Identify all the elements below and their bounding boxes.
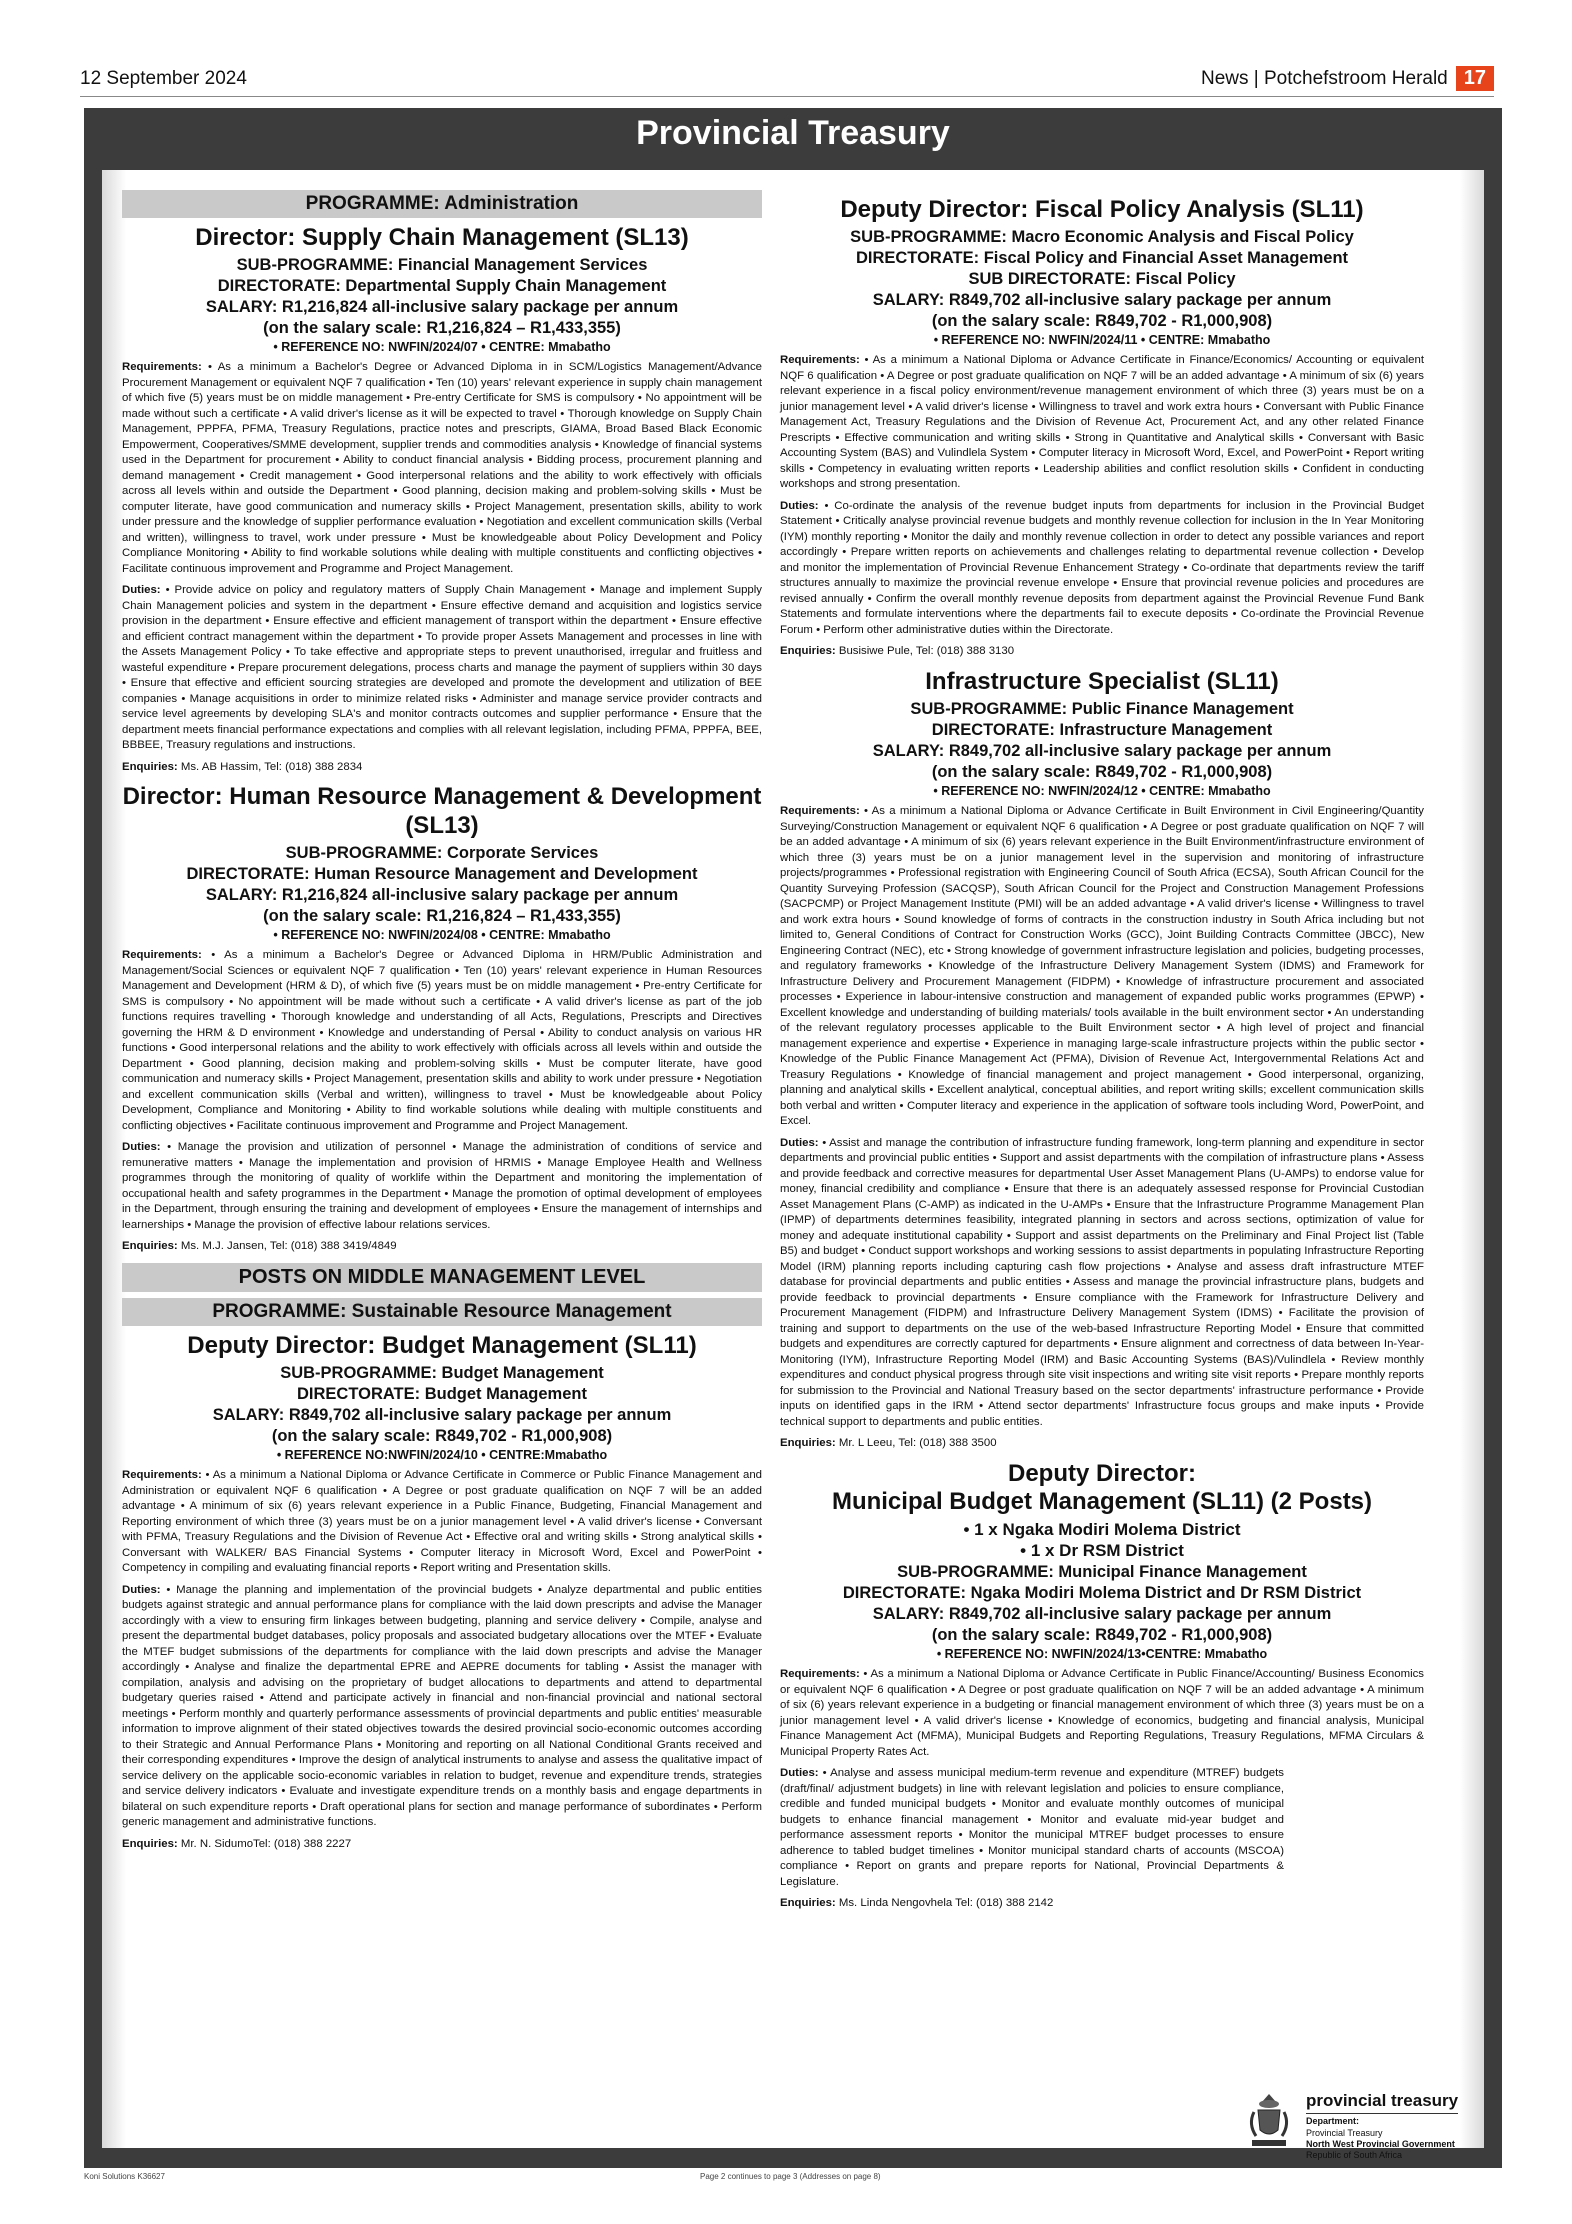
job-duties [122, 1583, 762, 1831]
job-salary: SALARY: R849,702 all-inclusive salary package per annum [872, 741, 1332, 760]
job-duties [780, 1766, 1284, 1890]
enquiries-label: Enquiries: [780, 645, 836, 658]
job-directorate: DIRECTORATE: Human Resource Management and Development [186, 864, 698, 883]
issue-date: 12 September 2024 [80, 68, 247, 89]
job-posting [780, 196, 1424, 660]
job-enquiries [122, 1837, 762, 1853]
enquiries-label: Enquiries: [122, 760, 178, 773]
job-title: Director: Human Resource Management & Development (SL13) [122, 783, 762, 840]
requirements-label: Requirements: [122, 949, 202, 962]
enquiries-label: Enquiries: [780, 1437, 836, 1450]
job-salary: SALARY: R1,216,824 all-inclusive salary package per annum [205, 886, 679, 905]
job-enquiries [780, 1896, 1424, 1912]
job-requirements [122, 1468, 762, 1577]
requirements-text: • As a minimum a National Diploma or Advance Certificate in Finance/Economics/ Accounting or equivalent NQF 6 qualification • A Degree or post graduate qualification on NQF 7 will be an added advantage • A minimum of six (6) years relevant experience in a fiscal policy environment/revenue management environment of which three (3) years must be on a junior management level • A valid driver's license • Willingness to travel and work extra hours • Conversant with Public Finance Management Act, Treasury Regulations and the Division of Revenue Act, Procurement Act, and any other related Finance Prescripts • Effective communication and writing skills • Strong in Quantitative and Analytical skills • Conversant with Basic Accounting System (BAS) and Vulindlela System • Computer literacy in Microsoft Word, Excel, and PowerPoint • Report writing skills • Competency in evaluating written reports • Leadership abilities and conflict resolution skills • Confident in conducting workshops and strong presentation. [780, 354, 1424, 491]
publication-name: News | Potchefstroom Herald [1201, 67, 1448, 89]
job-posting [122, 1332, 762, 1852]
enquiries-text: Ms. M.J. Jansen, Tel: (018) 388 3419/4849 [177, 1240, 397, 1253]
duties-text: • Manage the provision and utilization of personnel • Manage the administration of conditions of service and remunerative matters • Manage the implementation and provision of HRMIS • Manage Employee Health and Wellness programmes through the monitoring of quality of worklife within the Department and monitoring the implementation of occupational health and safety programmes in the Department • Manage the promotion of optimal development of employees in the Department, through ensuring the training and development of employees • Ensure the management of internships and learnerships • Manage the provision of effective labour relations services. [122, 1141, 762, 1231]
job-subprogramme: SUB-PROGRAMME: Corporate Services [285, 843, 599, 862]
requirements-text: • As a minimum a National Diploma or Advance Certificate in Public Finance/Accounting/ Business Economics or equivalent NQF 6 qualification • A Degree or post graduate qualification on NQF 7 will be an added advantage • A minimum of six (6) years relevant experience in a budgeting or financial management environment of which three (3) years must be on a junior management level • A valid driver's license • Knowledge of economics, budgeting and financial analysis, Municipal Finance Management Act (MFMA), Municipal Budgets and Reporting Regulations, Treasury Regulations, MFMA Circulars & Municipal Property Rates Act. [780, 1668, 1424, 1758]
job-enquiries [122, 760, 762, 776]
job-subprogramme: SUB-PROGRAMME: Budget Management [280, 1363, 604, 1382]
job-title: Infrastructure Specialist (SL11) [925, 667, 1279, 695]
job-requirements [780, 1667, 1424, 1760]
requirements-text: • As a minimum a Bachelor's Degree or Advanced Diploma in HRM/Public Administration and Management/Social Sciences or equivalent NQF 7 qualification • Ten (10) years' relevant experience in Human Resources Management and Development (HRM & D), of which five (5) years must be on middle management • Pre-entry Certificate for SMS is compulsory • No appointment will be made without such a certificate • A valid driver's license as part of the job functions requires travelling • Thorough knowledge and understanding of all Acts, Regulations, Prescripts and Directives governing the HRM & D environment • Knowledge and understanding of Persal • Ability to conduct analysis on various HR functions • Good interpersonal relations and the ability to work effectively with officials across all levels within and outside the Department • Good planning, decision making and problem-solving skills • Must be computer literate, have good communication and numeracy skills • Project Management, presentation skills and ability to work under pressure • Negotiation and excellent communication skills (Verbal and written), willingness to travel • Must be knowledgeable about Policy Development, Compliance and Monitoring • Ability to find workable solutions while dealing with multiple constituents and conflicting objectives • Facilitate continuous improvement and Programme and Project Management. [122, 949, 762, 1132]
section-bar-middle-management: POSTS ON MIDDLE MANAGEMENT LEVEL [122, 1263, 762, 1292]
job-posting [780, 1460, 1424, 1912]
job-requirements [780, 353, 1424, 493]
enquiries-text: Ms. Linda Nengovhela Tel: (018) 388 2142 [835, 1897, 1054, 1910]
duties-label: Duties: [122, 1141, 161, 1154]
enquiries-text: Mr. N. SidumoTel: (018) 388 2227 [177, 1837, 352, 1850]
logo-text [1306, 2090, 1458, 2160]
job-posting [122, 783, 762, 1255]
job-salary-scale: (on the salary scale: R849,702 - R1,000,908) [931, 1626, 1273, 1644]
job-subprogramme: SUB-PROGRAMME: Public Finance Management [910, 699, 1294, 718]
left-column [122, 190, 762, 1860]
job-directorate: DIRECTORATE: Departmental Supply Chain Management [217, 276, 667, 295]
requirements-label: Requirements: [780, 354, 860, 367]
job-subprogramme: SUB-PROGRAMME: Municipal Finance Management [897, 1562, 1307, 1581]
enquiries-text: Busisiwe Pule, Tel: (018) 388 3130 [835, 645, 1015, 658]
requirements-text: • As a minimum a National Diploma or Advance Certificate in Built Environment in Civil Engineering/Quantity Surveying/Construction Management or equivalent NQF 6 qualification • A Degree or post graduate qualification on NQF 7 will be an added advantage • A minimum of six (6) years relevant experience in the Built Environment/infrastructure environment of which three (3) years must be on a junior management level in the supervision and monitoring of infrastructure projects/programmes • Professional registration with Engineering Council of South Africa (ECSA), South African Council for the Quantity Surveying Profession (SACQSP), South African Council for the Project and Construction Management Professions (SACPCMP) or Project Management Institute (PMI) will be an added advantage • A valid driver's license • Willingness to travel and work extra hours • Sound knowledge of forms of contracts in the construction industry in South Africa including but not limited to, General Conditions of Contract for Construction Works (GCC), Joint Building Contracts Committee (JBCC), New Engineering Contract (NEC), etc • Strong knowledge of government infrastructure legislation and policies, budgeting processes, and regulatory frameworks • Knowledge of the Infrastructure Delivery Management System (IDMS) and Framework for Infrastructure Delivery and Procurement Management (FIDPM) • Knowledge of infrastructure procurement and associated processes • Experience in labour-intensive construction and management of expanded public works programmes (EPWP) • Excellent knowledge and understanding of building materials/ tools available in the built environment sector • An understanding of the relevant regulatory processes applicable to the Built Environment sector • A high level of project and financial management experience and expertise • Experience in managing large-scale infrastructure projects within the public sector • Knowledge of the Public Finance Management Act (PFMA), Division of Revenue Act, Intergovernmental Relations Act and Treasury Regulations • Knowledge of financial management and project management • Good interpersonal, organizing, planning and analytical skills • Excellent analytical, conceptual abilities, and report writing skills; excellent communication skills both verbal and written • Computer literacy and experience in the application of software tools including Word, PowerPoint, and Excel. [780, 805, 1424, 1128]
advert-frame [84, 108, 1502, 2168]
job-title-line: Deputy Director: [1007, 1459, 1197, 1487]
enquiries-label: Enquiries: [780, 1897, 836, 1910]
job-salary-scale: (on the salary scale: R849,702 - R1,000,908) [931, 312, 1273, 331]
job-subprogramme: SUB-PROGRAMME: Macro Economic Analysis and Fiscal Policy [850, 227, 1354, 246]
job-title-line: Municipal Budget Management (SL11) (2 Posts) [831, 1488, 1373, 1516]
job-duties [122, 1140, 762, 1233]
job-duties [780, 499, 1424, 639]
job-enquiries [780, 1436, 1424, 1452]
footer-note: Page 2 continues to page 3 (Addresses on page 8) [700, 2172, 881, 2181]
job-posting [122, 224, 762, 775]
duties-text: • Manage the planning and implementation of the provincial budgets • Analyze departmental and public entities budgets against strategic and annual performance plans for compliance with the laid down prescripts and advise the Manager accordingly with a view to ensuring firm linkages between budgeting, planning and service delivery • Compile, analyse and present the departmental budget databases, policy proposals and associated budgetary allocations over the MTEF • Evaluate the MTEF budget submissions of the departments for compliance with the laid down prescripts and advise the Manager accordingly • Analyse and finalize the departmental EPRE and AEPRE documents for tabling • Assist the manager with compilation, analysis and advising on the proprietary of budget allocations to departments and attend to departmental budgetary queries raised • Attend and participate actively in financial and non-financial provincial and national sectoral meetings • Perform monthly and quarterly performance assessments of provincial departments and public entities' measurable information to improve alignment of their stated objectives towards the desired provincial socio-economic outcomes according to their Strategic and Annual Performance Plans • Monitoring and reporting on all National Conditional Grants received and their corresponding expenditures • Improve the design of analytical instruments to analyse and assess the qualitative impact of service delivery on the applicable socio-economic variables in relation to budget, revenue and expenditure trends, strategies and service delivery indicators • Evaluate and investigate expenditure trends on a monthly basis and engage departments in bilateral on such expenditure reports • Draft operational plans for section and manage performance of subordinates • Perform generic management and administrative functions. [122, 1583, 762, 1828]
job-reference: • REFERENCE NO: NWFIN/2024/08 • CENTRE: Mmabatho [273, 928, 611, 943]
requirements-label: Requirements: [122, 361, 202, 374]
duties-text: • Provide advice on policy and regulatory matters of Supply Chain Management • Manage and implement Supply Chain Management policies and system in the department • Ensure effective demand and acquisition and logistics service provision in the department • Ensure effective and efficient management of transport within the department • Ensure effective and efficient contract management within the department • To provide proper Assets Management and processes in line with the Assets Management Policy • To take effective and appropriate steps to prevent unauthorised, irregular and fruitless and wasteful expenditure • Prepare procurement delegations, process charts and manage the payment of suppliers within 30 days • Ensure that effective and efficient sourcing strategies are developed and promote the development and utilization of BEE companies • Manage acquisitions in order to minimize related risks • Administer and manage service provider contracts and service level agreements by developing SLA's and monitor contracts outcomes and supplier performance • Ensure that the department meets financial performance expectations and complies with all relevant legislation, including PFMA, PPPFA, BEE, BBBEE, Treasury regulations and instructions. [122, 584, 762, 752]
job-salary: SALARY: R1,216,824 all-inclusive salary package per annum [205, 298, 679, 317]
programme-bar: PROGRAMME: Administration [122, 190, 762, 218]
header-rule [80, 96, 1494, 97]
requirements-label: Requirements: [780, 805, 860, 818]
duties-label: Duties: [122, 1583, 161, 1596]
duties-text: • Co-ordinate the analysis of the revenue budget inputs from departments for inclusion in the Provincial Budget Statement • Critically analyse provincial revenue budgets and monthly revenue collection for inclusion in the In Year Monitoring (IYM) monthly reporting • Monitor the daily and monthly revenue collection in order to detect any possible variances and report accordingly • Prepare written reports on achievements and challenges relating to departmental revenue collection • Develop and monitor the implementation of Provincial Revenue Enhancement Strategy • Co-ordinate that departments review the tariff structures annually to maximize the provincial revenue envelope • Ensure that provincial revenue policies and procedures are revised annually • Confirm the overall monthly revenue deposits from department against the Provincial Revenue Fund Bank Statements and formulate interventions where the departments fail to execute deposits • Co-ordinate the Provincial Revenue Forum • Perform other administrative duties within the Directorate. [780, 499, 1424, 636]
logo-dept-label: Department: [1306, 2116, 1360, 2127]
coat-of-arms-icon [1240, 2090, 1298, 2152]
duties-label: Duties: [780, 1767, 819, 1780]
job-subprogramme: SUB-PROGRAMME: Financial Management Services [236, 255, 648, 274]
job-duties [780, 1136, 1424, 1431]
job-title [780, 1460, 1424, 1518]
job-title: Deputy Director: Fiscal Policy Analysis (SL11) [840, 196, 1364, 223]
job-reference: • REFERENCE NO: NWFIN/2024/11 • CENTRE: Mmabatho [933, 333, 1271, 348]
job-salary: SALARY: R849,702 all-inclusive salary package per annum [212, 1405, 672, 1424]
enquiries-label: Enquiries: [122, 1837, 178, 1850]
job-salary-scale: (on the salary scale: R1,216,824 – R1,433,355) [263, 319, 621, 338]
job-directorate: DIRECTORATE: Ngaka Modiri Molema District and Dr RSM District [842, 1583, 1362, 1602]
job-salary-scale: (on the salary scale: R1,216,824 – R1,433,355) [263, 907, 621, 926]
job-reference: • REFERENCE NO:NWFIN/2024/10 • CENTRE:Mmabatho [276, 1448, 608, 1462]
requirements-text: • As a minimum a Bachelor's Degree or Advanced Diploma in in SCM/Logistics Management/Advance Procurement Management or equivalent NQF 7 qualification • Ten (10) years' relevant experience in supply chain management of which five (5) years must be on middle management • Pre-entry Certificate for SMS is compulsory • No appointment will be made without such a certificate • A valid driver's license as it will be expected to travel • Thorough knowledge on Supply Chain Management, PPPFA, PFMA, Treasury Regulations, practice notes and prescripts, GIAMA, Broad Based Black Economic Empowerment, Cooperatives/SMME development, supplier trends and commodities analysis • Knowledge of financial systems used in the Department for procurement • Ability to conduct financial analysis • Bidding process, procurement planning and demand management • Credit management • Good interpersonal relations and the ability to work effectively with officials across all levels within and outside the Department • Good planning, decision making and problem-solving skills • Must be computer literate, have good communication and numeracy skills • Project Management, presentation skills, ability to work under pressure and the knowledge of supplier performance evaluation • Negotiation and excellent communication skills (Verbal and written), willingness to travel, work under pressure • Must be knowledgeable about Policy Development and Policy Compliance Monitoring • Ability to find workable solutions while dealing with multiple constituents and conflicting objectives • Facilitate continuous improvement and Programme and Project Management. [122, 361, 762, 575]
job-directorate: DIRECTORATE: Budget Management [297, 1384, 587, 1403]
job-directorate: DIRECTORATE: Fiscal Policy and Financial Asset Management [855, 248, 1349, 267]
job-requirements [780, 804, 1424, 1130]
job-salary-scale: (on the salary scale: R849,702 - R1,000,908) [271, 1426, 613, 1445]
duties-label: Duties: [122, 584, 161, 597]
duties-text: • Assist and manage the contribution of infrastructure funding framework, long-term planning and expenditure in sector departments and provincial public entities • Support and assist departments with the compilation of infrastructure plans • Assess and provide feedback and corrective measures for departmental User Asset Management Plans (U-AMPs) to endorse value for money, financial credibility and compliance • Ensure that there is an adequately assessed response for Provincial Custodian Asset Management Plans (C-AMP) as indicated in the U-AMPs • Ensure that the Infrastructure Programme Management Plan (IPMP) of departments determines feasibility, integrated planning in sectors and across sections, optimization of value for money and adequate institutional capability • Support and assist departments on the Preliminary and Final Project list (Table B5) and budget • Conduct support workshops and working sessions to assist departments in populating Infrastructure Reporting Model (IRM) planning reports including capturing cash flow projections • Analyse and assess draft infrastructure MTEF database for provincial departments and public entities • Assess and manage the provincial infrastructure plans, budgets and provide feedback to provincial departments • Ensure compliance with the Framework for Infrastructure Delivery and Procurement Management (FIDPM) and Infrastructure Delivery Management System (IDMS) • Facilitate the provision of training and support to departments on the use of the web-based Infrastructure Reporting Model • Ensure that committed budgets and expenditures are correctly captured for departments • Ensure alignment and correctness of data between In-Year-Monitoring (IYM), Infrastructure Reporting Model (IRM) and Basic Accounting Systems (BAS)/Vulindlela • Review monthly expenditures and conduct physical progress through site visit inspections and writing site visit reports • Prepare monthly reports for submission to the Provincial and National Treasury based on the sector departments' infrastructure performance • Provide inputs on identified gaps in the IRM • Attend sector departments' Infrastructure focus groups and make inputs • Provide technical support to departments and public entities. [780, 1136, 1424, 1428]
post-location: • 1 x Ngaka Modiri Molema District [963, 1520, 1241, 1540]
job-requirements [122, 360, 762, 577]
post-location: • 1 x Dr RSM District [1020, 1541, 1184, 1561]
duties-text: • Analyse and assess municipal medium-term revenue and expenditure (MTREF) budgets (draft/final/ adjustment budgets) in line with relevant legislation and policies to ensure compliance, credible and funded municipal budgets • Monitor and evaluate monthly outcomes of municipal budgets to enhance financial management • Monitor and evaluate mid-year budget and performance assessment reports • Monitor the municipal MTREF budget processes to ensure adherence to tabled budget timelines • Monitor municipal standard charts of accounts (MSCOA) compliance • Report on grants and prepare reports for National, Provincial Departments & Legislature. [780, 1767, 1284, 1888]
enquiries-text: Mr. L Leeu, Tel: (018) 388 3500 [835, 1437, 997, 1450]
advert-banner: Provincial Treasury [636, 113, 950, 152]
job-duties [122, 583, 762, 754]
duties-label: Duties: [780, 499, 819, 512]
job-title: Deputy Director: Budget Management (SL11) [187, 1331, 697, 1359]
job-salary: SALARY: R849,702 all-inclusive salary package per annum [872, 291, 1332, 310]
requirements-label: Requirements: [122, 1469, 202, 1481]
provincial-treasury-logo [1240, 2090, 1480, 2160]
masthead [1201, 66, 1494, 91]
programme-bar: PROGRAMME: Sustainable Resource Management [122, 1298, 762, 1326]
job-salary-scale: (on the salary scale: R849,702 - R1,000,908) [931, 762, 1273, 781]
enquiries-label: Enquiries: [122, 1240, 178, 1253]
logo-country: Republic of South Africa [1306, 2150, 1403, 2160]
job-reference: • REFERENCE NO: NWFIN/2024/12 • CENTRE: Mmabatho [933, 784, 1271, 799]
job-subdirectorate: SUB DIRECTORATE: Fiscal Policy [968, 270, 1236, 289]
job-salary: SALARY: R849,702 all-inclusive salary package per annum [872, 1604, 1332, 1623]
page-number: 17 [1456, 66, 1494, 91]
job-reference: • REFERENCE NO: NWFIN/2024/13•CENTRE: Mmabatho [936, 1647, 1268, 1662]
logo-name: provincial treasury [1306, 2090, 1458, 2114]
requirements-text: • As a minimum a National Diploma or Advance Certificate in Commerce or Public Finance Management and Administration or equivalent NQF 6 qualification • A Degree or post graduate qualification on NQF 7 will be an added advantage • A minimum of six (6) years relevant experience in a Public Finance, Budgeting, Financial Management and Reporting environment of which three (3) years must be on a junior management level • A valid driver's license • Conversant with PFMA, Treasury Regulations and the Division of Revenue Act • Effective oral and writing skills • Strong analytical skills • Conversant with WALKER/ BAS Financial Systems • Computer literacy in Microsoft Word, Excel and PowerPoint • Competency in compiling and evaluating financial reports • Report writing and Presentation skills. [122, 1469, 762, 1574]
logo-gov: North West Provincial Government [1306, 2138, 1455, 2149]
footer-code: Koni Solutions K36627 [84, 2172, 165, 2181]
job-requirements [122, 948, 762, 1134]
requirements-label: Requirements: [780, 1668, 860, 1681]
enquiries-text: Ms. AB Hassim, Tel: (018) 388 2834 [177, 760, 363, 773]
job-posting [780, 668, 1424, 1452]
job-directorate: DIRECTORATE: Infrastructure Management [931, 720, 1273, 739]
advert-body [102, 170, 1484, 2148]
duties-label: Duties: [780, 1136, 819, 1149]
job-enquiries [780, 644, 1424, 660]
job-title: Director: Supply Chain Management (SL13) [195, 224, 689, 251]
right-column [780, 190, 1424, 1920]
logo-dept: Provincial Treasury [1306, 2127, 1383, 2138]
job-enquiries [122, 1239, 762, 1255]
job-reference: • REFERENCE NO: NWFIN/2024/07 • CENTRE: Mmabatho [273, 340, 611, 355]
